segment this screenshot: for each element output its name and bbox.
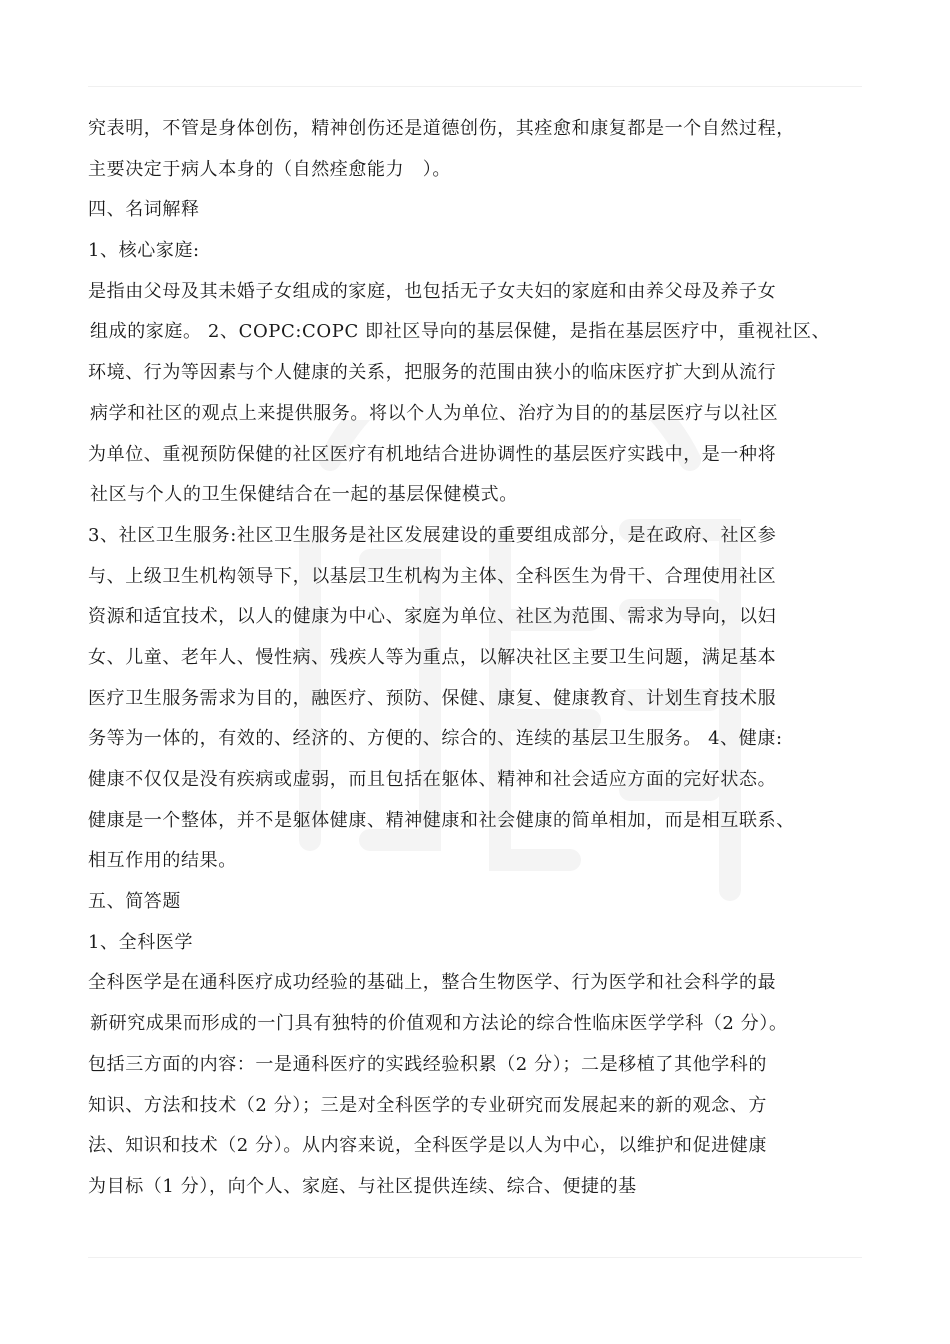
term-heading: 1、核心家庭: (88, 240, 200, 262)
text-line: 包括三方面的内容：一是通科医疗的实践经验积累（2 分）；二是移植了其他学科的 (88, 1053, 767, 1075)
text-line: 健康不仅仅是没有疾病或虚弱，而且包括在躯体、精神和社会适应方面的完好状态。 (88, 769, 777, 790)
text-line: 环境、行为等因素与个人健康的关系，把服务的范围由狭小的临床医疗扩大到从流行 (88, 362, 777, 384)
text-line: 与、上级卫生机构领导下，以基层卫生机构为主体、全科医生为骨干、合理使用社区 (88, 565, 777, 587)
text-line: 健康是一个整体，并不是躯体健康、精神健康和社会健康的简单相加，而是相互联系、 (88, 809, 795, 831)
text-line: 务等为一体的，有效的、经济的、方便的、综合的、连续的基层卫生服务。 4、健康: (88, 728, 783, 750)
text-line: 组成的家庭。 2、COPC:COPC 即社区导向的基层保健，是指在基层医疗中，重视社区、 (90, 321, 831, 343)
text-line: 3、社区卫生服务:社区卫生服务是社区发展建设的重要组成部分，是在政府、社区参 (88, 524, 777, 546)
text-line: 资源和适宜技术，以人的健康为中心、家庭为单位、社区为范围、需求为导向，以妇 (88, 606, 777, 628)
footer-divider (88, 1257, 862, 1258)
text-line: 主要决定于病人本身的（自然痊愈能力 ）。 (88, 158, 451, 180)
text-line: 相互作用的结果。 (88, 850, 237, 872)
text-line: 法、知识和技术（2 分）。从内容来说，全科医学是以人为中心，以维护和促进健康 (88, 1135, 767, 1157)
text-line: 为目标（1 分），向个人、家庭、与社区提供连续、综合、便捷的基 (88, 1175, 637, 1197)
text-line: 为单位、重视预防保健的社区医疗有机地结合进协调性的基层医疗实践中，是一种将 (88, 443, 777, 465)
text-line: 知识、方法和技术（2 分）；三是对全科医学的专业研究而发展起来的新的观念、方 (88, 1094, 767, 1116)
section-heading: 五、简答题 (88, 891, 181, 913)
text-line: 医疗卫生服务需求为目的，融医疗、预防、保健、康复、健康教育、计划生育技术服 (88, 687, 777, 709)
text-line: 全科医学是在通科医疗成功经验的基础上，整合生物医学、行为医学和社会科学的最 (88, 972, 777, 994)
question-heading: 1、全科医学 (88, 931, 194, 953)
text-line: 新研究成果而形成的一门具有独特的价值观和方法论的综合性临床医学学科（2 分）。 (90, 1013, 788, 1035)
text-line: 社区与个人的卫生保健结合在一起的基层保健模式。 (90, 484, 518, 506)
text-line: 究表明，不管是身体创伤，精神创伤还是道德创伤，其痊愈和康复都是一个自然过程， (88, 118, 795, 139)
section-heading: 四、名词解释 (88, 199, 200, 221)
text-line: 是指由父母及其未婚子女组成的家庭，也包括无子女夫妇的家庭和由养父母及养子女 (88, 280, 777, 302)
document-body (88, 109, 878, 1208)
header-divider (88, 86, 862, 87)
text-line: 女、儿童、老年人、慢性病、残疾人等为重点，以解决社区主要卫生问题，满足基本 (88, 646, 777, 668)
text-line: 病学和社区的观点上来提供服务。将以个人为单位、治疗为目的的基层医疗与以社区 (90, 402, 779, 424)
